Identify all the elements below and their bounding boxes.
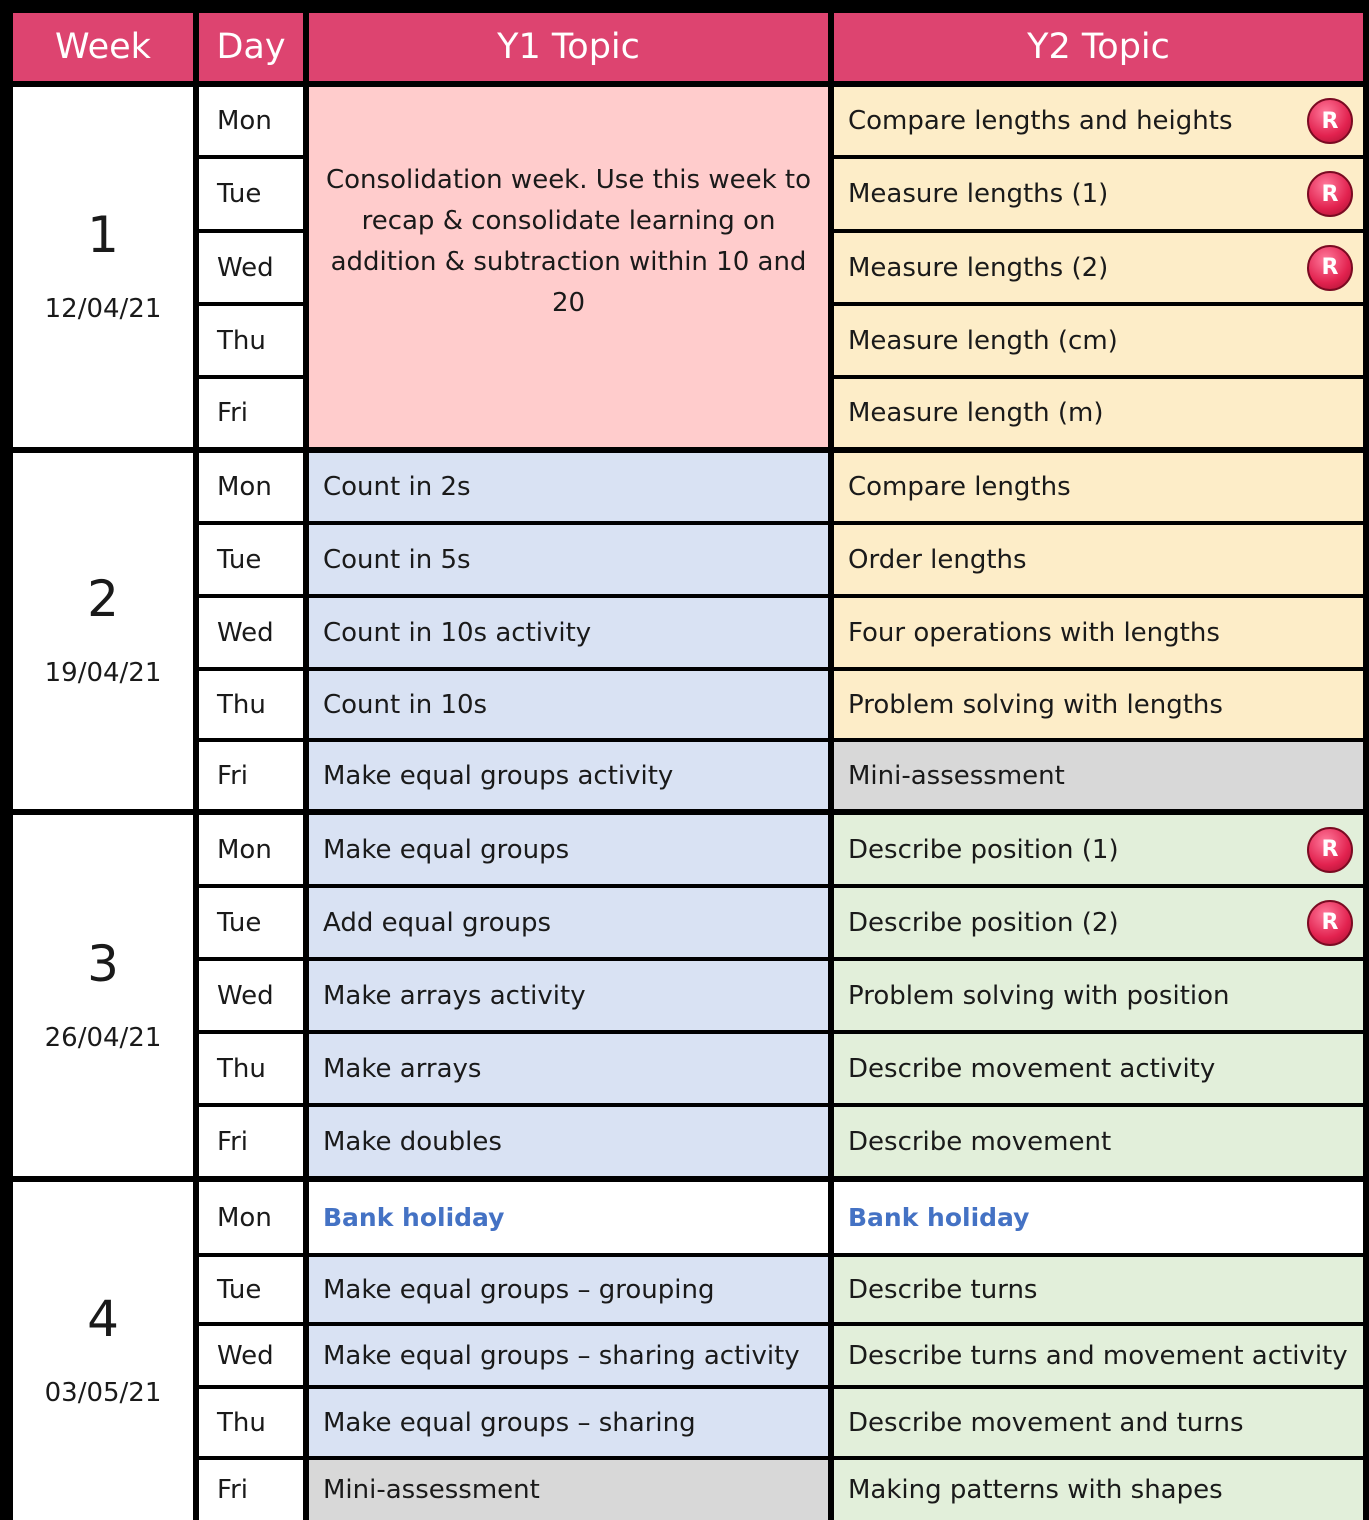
y2-topic-text: Compare lengths and heights: [848, 106, 1233, 136]
week-cell: [13, 453, 193, 809]
y2-topic-text: Measure lengths (2): [848, 252, 1109, 283]
day-cell: Tue: [199, 888, 303, 957]
y2-topic-cell: [834, 815, 1363, 884]
y1-topic-cell: Make arrays: [309, 1034, 828, 1103]
header-y1-topic: Y1 Topic: [309, 13, 828, 81]
day-cell: Tue: [199, 1257, 303, 1322]
day-cell: Wed: [199, 961, 303, 1030]
y2-topic-cell: [834, 87, 1363, 155]
y1-holiday-cell: Bank holiday: [309, 1182, 828, 1253]
week-number: 3: [87, 934, 119, 993]
week-cell: [13, 1182, 193, 1520]
y1-topic-cell: Make equal groups activity: [309, 742, 828, 809]
day-cell: Wed: [199, 233, 303, 302]
day-cell: Wed: [199, 1326, 303, 1385]
r-badge-icon: R: [1307, 171, 1353, 217]
y1-topic-cell: Mini-assessment: [309, 1460, 828, 1520]
header-y2-topic: Y2 Topic: [834, 13, 1363, 81]
y2-topic-cell: Measure length (cm): [834, 306, 1363, 375]
y1-topic-cell: Make arrays activity: [309, 961, 828, 1030]
r-badge-icon: R: [1307, 900, 1353, 946]
day-cell: Thu: [199, 671, 303, 738]
r-badge-icon: R: [1307, 245, 1353, 291]
y2-topic-text: Measure lengths (1): [848, 179, 1109, 209]
day-cell: Thu: [199, 1034, 303, 1103]
day-cell: Mon: [199, 453, 303, 521]
y2-topic-cell: Problem solving with lengths: [834, 671, 1363, 738]
week-cell: [13, 815, 193, 1176]
day-cell: Mon: [199, 815, 303, 884]
week-date: 12/04/21: [44, 294, 162, 324]
y1-topic-cell: Make equal groups – sharing activity: [309, 1326, 828, 1385]
y2-topic-cell: Describe movement and turns: [834, 1389, 1363, 1456]
header-day: Day: [199, 13, 303, 81]
y2-topic-cell: Making patterns with shapes: [834, 1460, 1363, 1520]
y2-topic-cell: [834, 888, 1363, 957]
day-cell: Tue: [199, 525, 303, 594]
week-number: 2: [87, 570, 119, 628]
y1-topic-cell: Count in 10s: [309, 671, 828, 738]
y2-topic-cell: Problem solving with position: [834, 961, 1363, 1030]
day-cell: Fri: [199, 1107, 303, 1176]
y2-holiday-cell: Bank holiday: [834, 1182, 1363, 1253]
y1-topic-cell: Add equal groups: [309, 888, 828, 957]
day-cell: Tue: [199, 159, 303, 229]
y2-topic-cell: Order lengths: [834, 525, 1363, 594]
y2-topic-cell: Measure length (m): [834, 379, 1363, 447]
y1-topic-cell: Make equal groups – sharing: [309, 1389, 828, 1456]
day-cell: Wed: [199, 598, 303, 667]
y2-topic-text: Describe position (1): [848, 834, 1119, 865]
day-cell: Mon: [199, 87, 303, 155]
y2-topic-text: Describe position (2): [848, 907, 1119, 938]
y1-topic-cell: Make doubles: [309, 1107, 828, 1176]
week-date: 03/05/21: [44, 1378, 162, 1408]
r-badge-icon: R: [1307, 827, 1353, 873]
week-number: 1: [87, 206, 119, 264]
y2-topic-cell: [834, 159, 1363, 229]
y2-topic-cell: Describe turns and movement activity: [834, 1326, 1363, 1385]
y1-topic-cell: Make equal groups: [309, 815, 828, 884]
week-number: 4: [87, 1290, 119, 1348]
header-week: Week: [13, 13, 193, 81]
week-cell: [13, 87, 193, 447]
y2-topic-cell: Mini-assessment: [834, 742, 1363, 809]
y2-topic-cell: Four operations with lengths: [834, 598, 1363, 667]
y2-topic-cell: Compare lengths: [834, 453, 1363, 521]
y1-topic-cell: Count in 5s: [309, 525, 828, 594]
y1-topic-cell: Count in 10s activity: [309, 598, 828, 667]
week-date: 26/04/21: [44, 1022, 162, 1053]
day-cell: Thu: [199, 1389, 303, 1456]
week-date: 19/04/21: [44, 658, 162, 688]
day-cell: Fri: [199, 742, 303, 809]
day-cell: Fri: [199, 1460, 303, 1520]
day-cell: Thu: [199, 306, 303, 375]
y2-topic-cell: [834, 233, 1363, 302]
y1-topic-cell: Count in 2s: [309, 453, 828, 521]
r-badge-icon: R: [1307, 98, 1353, 144]
day-cell: Mon: [199, 1182, 303, 1253]
y2-topic-cell: Describe movement activity: [834, 1034, 1363, 1103]
y2-topic-cell: Describe turns: [834, 1257, 1363, 1322]
y2-topic-cell: Describe movement: [834, 1107, 1363, 1176]
y1-topic-cell: Make equal groups – grouping: [309, 1257, 828, 1322]
day-cell: Fri: [199, 379, 303, 447]
consolidation-note: Consolidation week. Use this week to recap & consolidate learning on addition & subtraction within 10 and 20: [309, 87, 828, 447]
